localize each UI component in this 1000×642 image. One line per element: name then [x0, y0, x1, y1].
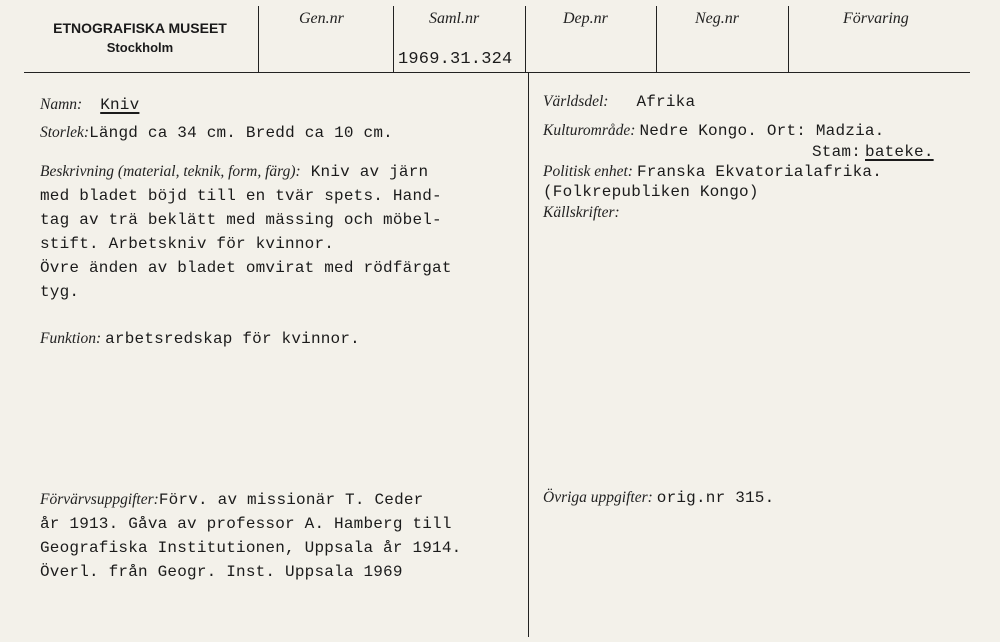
- stam-value: bateke.: [865, 143, 934, 161]
- header-divider: [258, 6, 259, 72]
- funktion-label: Funktion:: [40, 330, 102, 347]
- museum-name: ETNOGRAFISKA MUSEET: [53, 20, 227, 36]
- beskrivning-line: tag av trä beklätt med mässing och möbel-: [40, 211, 442, 229]
- saml-nr-label: Saml.nr: [429, 10, 480, 27]
- saml-nr-value: 1969.31.324: [398, 50, 513, 69]
- kulturomrade-label: Kulturområde:: [543, 122, 636, 139]
- ovriga-label: Övriga uppgifter:: [543, 489, 653, 506]
- forvarv-line: år 1913. Gåva av professor A. Hamberg till: [40, 515, 452, 533]
- funktion-value: arbetsredskap för kvinnor.: [105, 330, 360, 348]
- gen-nr-label: Gen.nr: [299, 10, 344, 27]
- forvaring-label: Förvaring: [843, 10, 909, 27]
- forvarv-field: [40, 488, 461, 584]
- beskrivning-line: stift. Arbetskniv för kvinnor.: [40, 235, 335, 253]
- header-divider: [393, 6, 394, 72]
- museum-header: [40, 18, 240, 58]
- storlek-field: [40, 124, 393, 142]
- beskrivning-line: tyg.: [40, 283, 80, 301]
- kallskrifter-label: Källskrifter:: [543, 204, 620, 221]
- forvarv-line: Förv. av missionär T. Ceder: [158, 491, 424, 509]
- forvarv-line: Överl. från Geogr. Inst. Uppsala 1969: [40, 563, 403, 581]
- stam-label: Stam:: [812, 143, 862, 161]
- beskrivning-line: Övre änden av bladet omvirat med rödfärgat: [40, 259, 452, 277]
- header-rule: [24, 72, 970, 73]
- stam-field: [812, 143, 934, 161]
- politisk-field: [543, 162, 882, 202]
- namn-label: Namn:: [40, 96, 83, 113]
- kulturomrade-value: Nedre Kongo. Ort: Madzia.: [639, 122, 885, 140]
- kulturomrade-field: [543, 122, 884, 140]
- politisk-value: Franska Ekvatorialafrika.: [636, 163, 883, 181]
- ovriga-field: [543, 489, 774, 507]
- storlek-value: Längd ca 34 cm. Bredd ca 10 cm.: [89, 124, 393, 142]
- varldsdel-field: [543, 93, 695, 111]
- varldsdel-label: Världsdel:: [543, 93, 609, 110]
- funktion-field: [40, 330, 360, 348]
- beskrivning-label: Beskrivning (material, teknik, form, färg):: [40, 163, 301, 180]
- beskrivning-line: Kniv av järn: [310, 163, 429, 181]
- forvarv-label: Förvärvsuppgifter:: [40, 491, 159, 508]
- politisk-value-2: (Folkrepubliken Kongo): [543, 183, 759, 201]
- namn-value: Kniv: [100, 96, 140, 114]
- neg-nr-label: Neg.nr: [695, 10, 739, 27]
- ovriga-value: orig.nr 315.: [656, 489, 775, 507]
- museum-city: Stockholm: [106, 40, 174, 55]
- header-divider: [656, 6, 657, 72]
- dep-nr-label: Dep.nr: [563, 10, 608, 27]
- namn-field: [40, 96, 139, 114]
- politisk-label: Politisk enhet:: [543, 163, 633, 180]
- body-divider: [528, 72, 529, 637]
- forvarv-line: Geografiska Institutionen, Uppsala år 1914.: [40, 539, 462, 557]
- storlek-label: Storlek:: [40, 124, 90, 141]
- header-divider: [525, 6, 526, 72]
- varldsdel-value: Afrika: [636, 93, 696, 111]
- header-divider: [788, 6, 789, 72]
- kallskrifter-field: [543, 204, 620, 222]
- beskrivning-line: med bladet böjd till en tvär spets. Hand-: [40, 187, 442, 205]
- beskrivning-field: [40, 160, 452, 304]
